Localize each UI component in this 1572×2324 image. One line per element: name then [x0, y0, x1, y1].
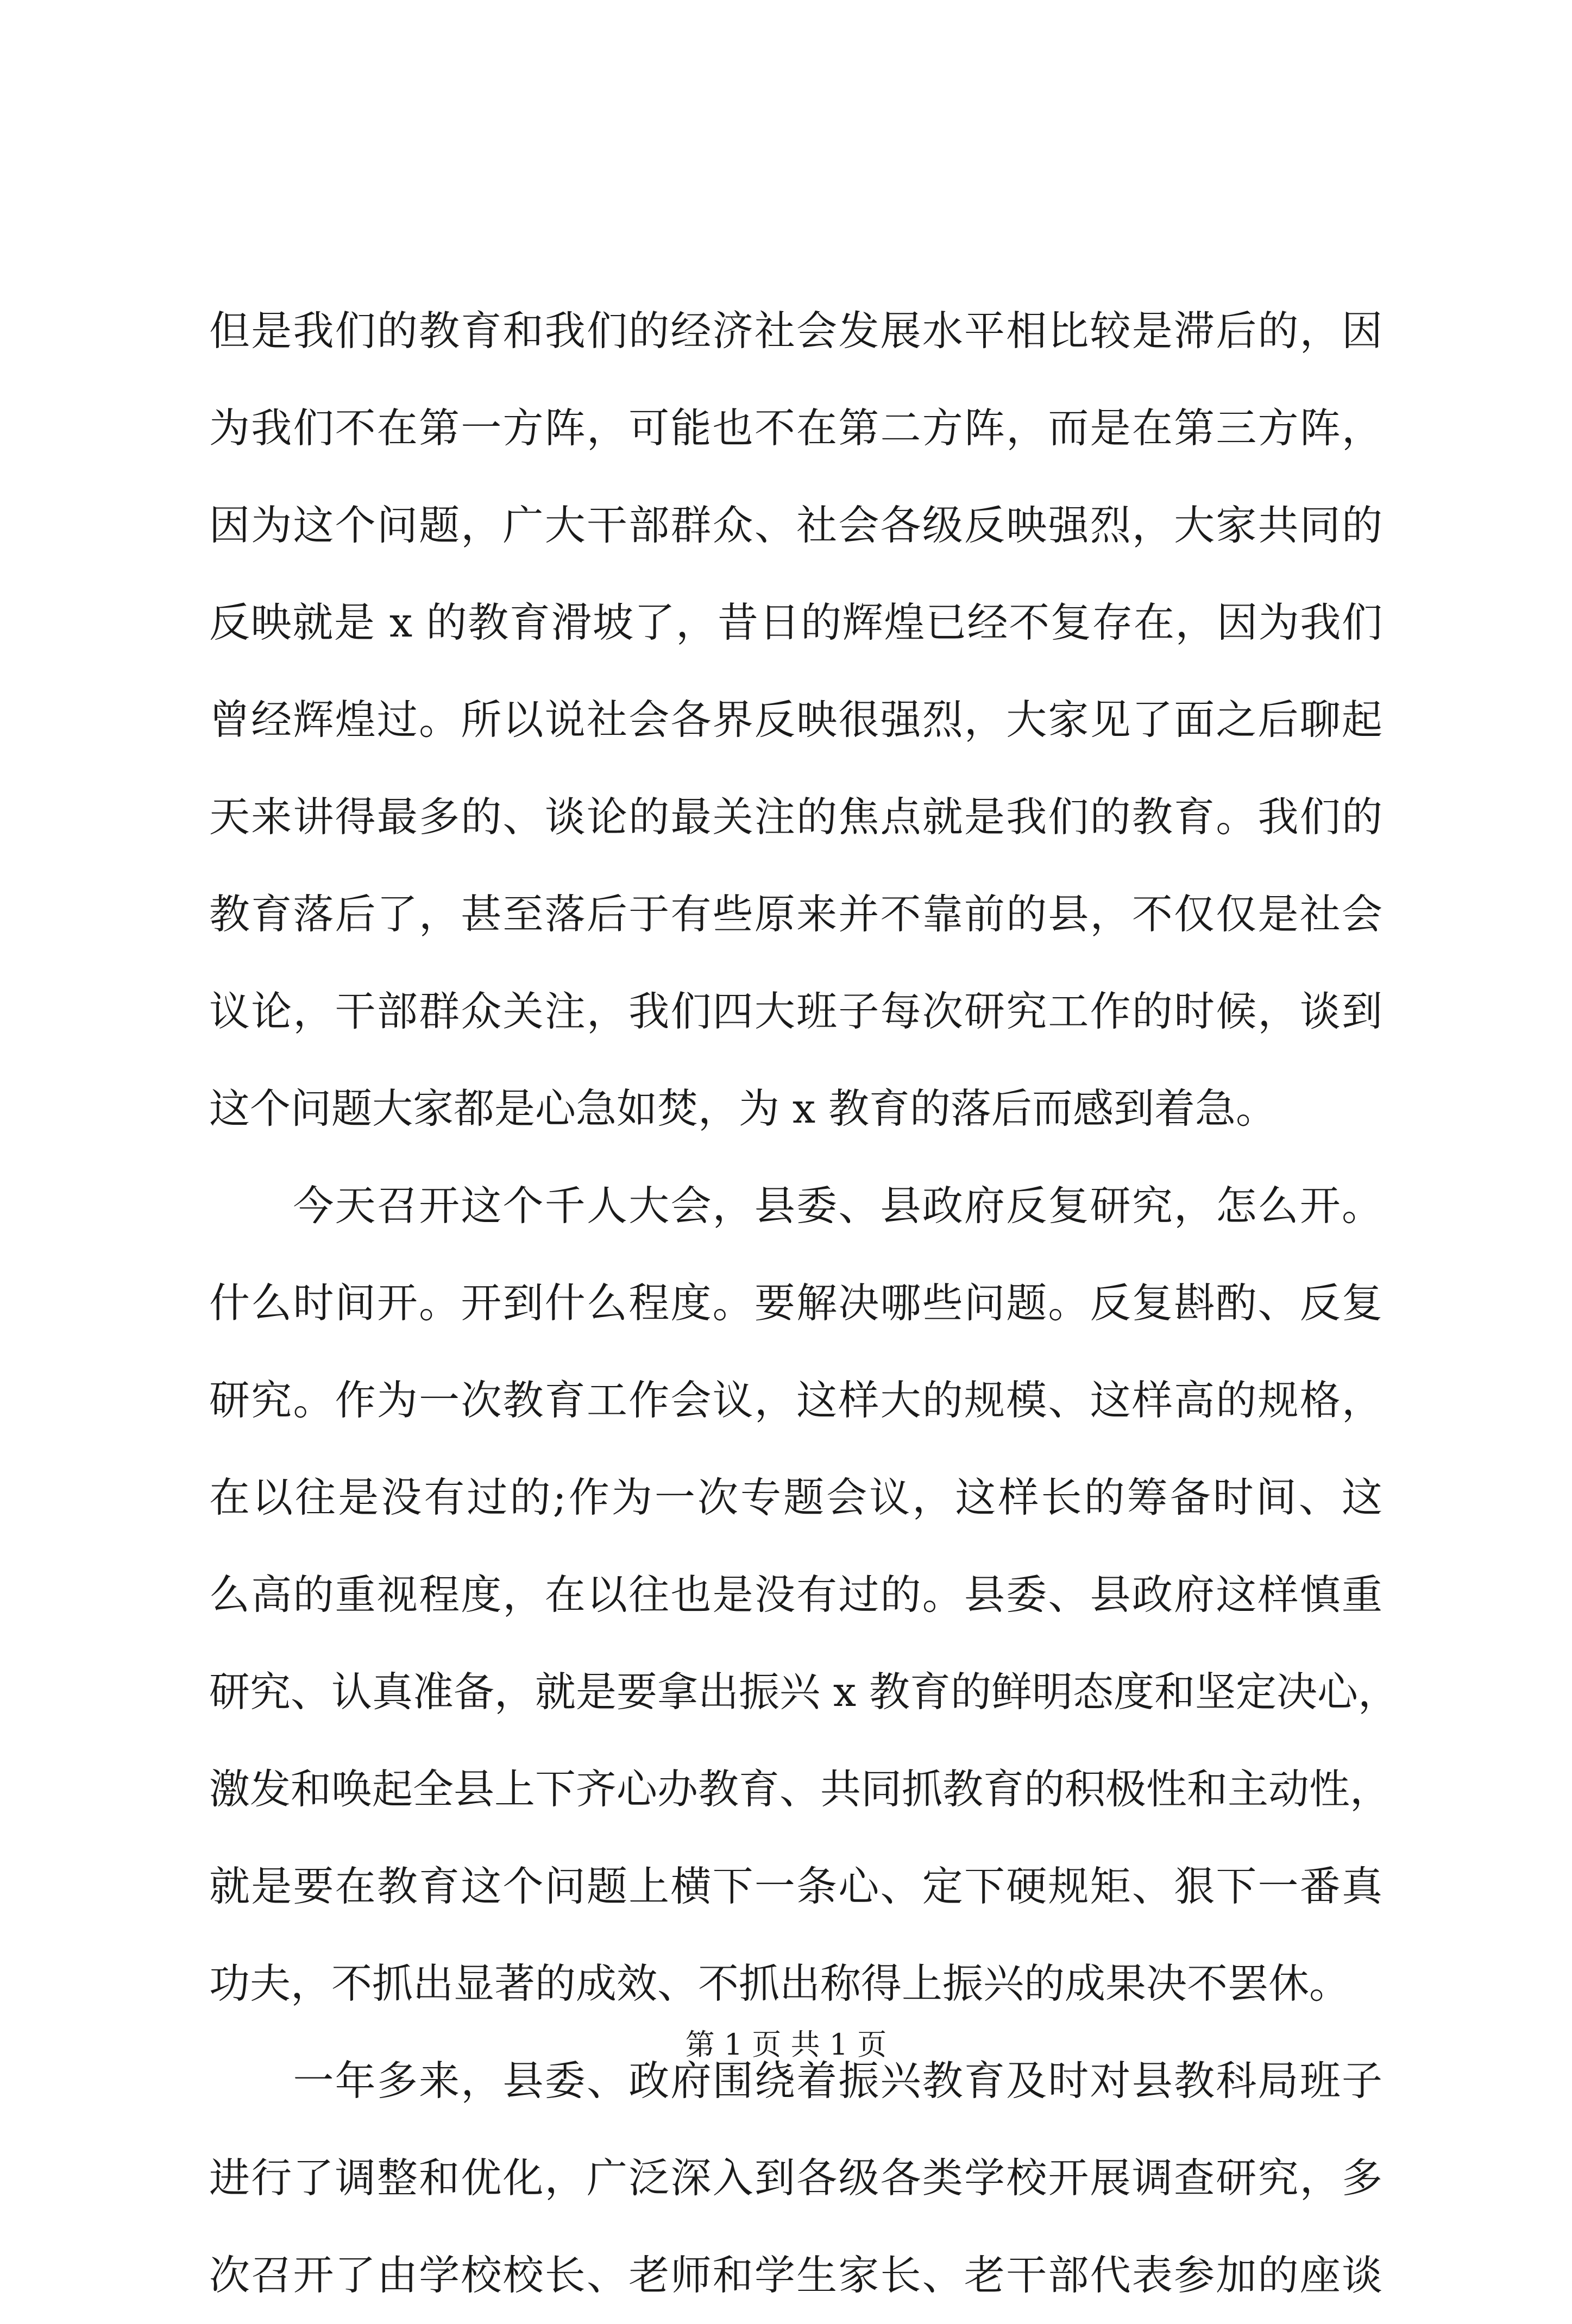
text-line: 为我们不在第一方阵，可能也不在第二方阵，而是在第三方阵， — [209, 404, 1382, 452]
text-line: 议论，干部群众关注，我们四大班子每次研究工作的时候，谈到 — [209, 987, 1382, 1035]
text-line: 天来讲得最多的、谈论的最关注的焦点就是我们的教育。我们的 — [209, 793, 1382, 841]
text-line: 什么时间开。开到什么程度。要解决哪些问题。反复斟酌、反复 — [209, 1279, 1382, 1327]
text-line: 次召开了由学校校长、老师和学生家长、老干部代表参加的座谈 — [209, 2251, 1382, 2299]
text-line: 反映就是 x 的教育滑坡了，昔日的辉煌已经不复存在，因为我们 — [209, 599, 1382, 646]
text-line: 曾经辉煌过。所以说社会各界反映很强烈，大家见了面之后聊起 — [209, 696, 1382, 744]
text-line: 么高的重视程度，在以往也是没有过的。县委、县政府这样慎重 — [209, 1571, 1382, 1618]
paragraph-end-line: 这个问题大家都是心急如焚，为 x 教育的落后而感到着急。 — [209, 1085, 1277, 1132]
text-line: 因为这个问题，广大干部群众、社会各级反映强烈，大家共同的 — [209, 501, 1382, 549]
text-line: 但是我们的教育和我们的经济社会发展水平相比较是滞后的，因 — [209, 307, 1382, 355]
text-line: 激发和唤起全县上下齐心办教育、共同抓教育的积极性和主动性， — [209, 1765, 1391, 1813]
text-line: 教育落后了，甚至落后于有些原来并不靠前的县，不仅仅是社会 — [209, 890, 1382, 938]
paragraph-start-line: 一年多来，县委、政府围绕着振兴教育及时对县教科局班子 — [209, 2057, 1382, 2105]
text-line: 研究、认真准备，就是要拿出振兴 x 教育的鲜明态度和坚定决心， — [209, 1668, 1399, 1716]
paragraph-end-line: 功夫，不抓出显著的成效、不抓出称得上振兴的成果决不罢休。 — [209, 1960, 1350, 2007]
body-text — [209, 282, 1399, 2324]
text-line: 进行了调整和优化，广泛深入到各级各类学校开展调查研究，多 — [209, 2154, 1382, 2202]
page-number-label: 第 1 页 共 1 页 — [685, 2027, 887, 2062]
page-footer — [0, 2026, 1572, 2064]
text-line: 在以往是没有过的;作为一次专题会议，这样长的筹备时间、这 — [209, 1473, 1382, 1521]
text-line: 研究。作为一次教育工作会议，这样大的规模、这样高的规格， — [209, 1376, 1382, 1424]
text-line: 就是要在教育这个问题上横下一条心、定下硬规矩、狠下一番真 — [209, 1862, 1382, 1910]
paragraph-start-line: 今天召开这个千人大会，县委、县政府反复研究，怎么开。 — [209, 1182, 1382, 1230]
